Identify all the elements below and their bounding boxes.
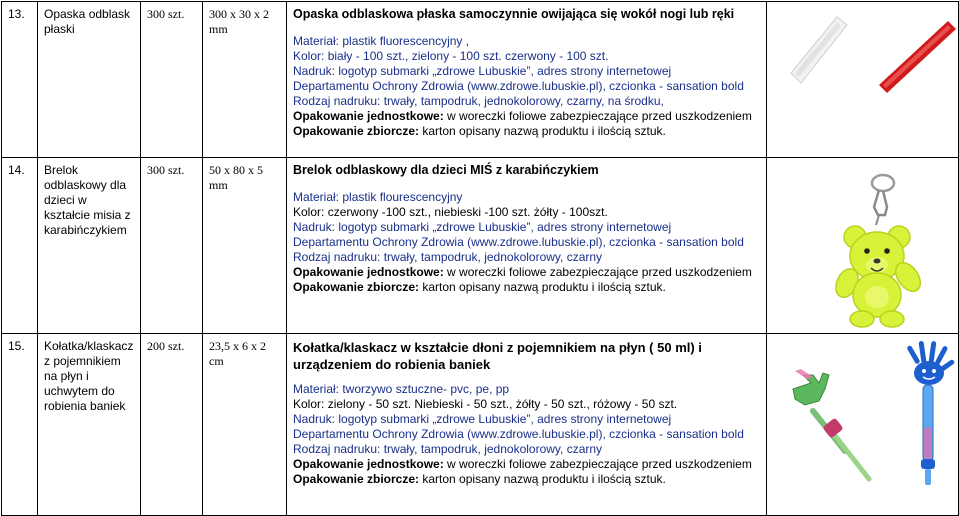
product-name: Opaska odblask płaski [38,2,141,158]
spec-line: Opakowanie zbiorcze: karton opisany nazwą produktu i ilością sztuk. [293,472,666,486]
spec-line: Kolor: biały - 100 szt., zielony - 100 szt. czerwony - 100 szt. [293,49,609,63]
spec-line: Materiał: plastik fluorescencyjny , [293,34,470,48]
row-number: 15. [2,334,38,516]
spec-line: Opakowanie jednostkowe: w woreczki foliowe zabezpieczające przed uszkodzeniem [293,457,752,471]
hand-clapper-blue-image [906,341,955,485]
spec-line: Kolor: zielony - 50 szt. Niebieski - 50 szt., żółty - 50 szt., różowy - 50 szt. [293,397,678,411]
spec-line: Rodzaj nadruku: trwały, tampodruk, jednokolorowy, czarny [293,250,603,264]
product-spec-table [1,1,959,516]
product-description [287,158,767,334]
product-quantity: 300 szt. [141,2,203,158]
product-dimensions: 50 x 80 x 5 mm [203,158,287,334]
spec-line: Rodzaj nadruku: trwały, tampodruk, jednokolorowy, czarny, na środku, [293,94,664,108]
spec-line: Opakowanie jednostkowe: w woreczki foliowe zabezpieczające przed uszkodzeniem [293,109,752,123]
row-number: 14. [2,158,38,334]
spec-line: Opakowanie jednostkowe: w woreczki foliowe zabezpieczające przed uszkodzeniem [293,265,752,279]
spec-line: Departamentu Ochrony Zdrowia (www.zdrowe.lubuskie.pl), czcionka - sansation bold [293,427,744,441]
product-description [287,2,767,158]
row-number: 13. [2,2,38,158]
bear-keychain-image [832,175,926,327]
spec-line: Opakowanie zbiorcze: karton opisany nazwą produktu i ilością sztuk. [293,124,666,138]
table-row [2,2,959,158]
product-dimensions: 23,5 x 6 x 2 cm [203,334,287,516]
spec-line: Materiał: tworzywo sztuczne- pvc, pe, pp [293,382,510,396]
product-name: Kołatka/klaskacz z pojemnikiem na płyn i uchwytem do robienia baniek [38,334,141,516]
hand-clapper-green-image [791,369,869,479]
product-dimensions: 300 x 30 x 2 mm [203,2,287,158]
spec-line: Rodzaj nadruku: trwały, tampodruk, jednokolorowy, czarny [293,442,603,456]
spec-line: Nadruk: logotyp submarki „zdrowe Lubuskie”, adres strony internetowej [293,412,672,426]
product-title: Kołatka/klaskacz w kształcie dłoni z pojemnikiem na płyn ( 50 ml) i urządzeniem do robienia baniek [293,340,702,372]
spec-line: Kolor: czerwony -100 szt., niebieski -100 szt. żółty - 100szt. [293,205,608,219]
spec-line: Opakowanie zbiorcze: karton opisany nazwą produktu i ilością sztuk. [293,280,666,294]
table-row [2,334,959,516]
reflective-band-red-image [879,21,956,93]
table-row [2,158,959,334]
product-image-cell [767,334,959,516]
product-title: Brelok odblaskowy dla dzieci MIŚ z karabińczykiem [293,163,599,177]
spec-line: Nadruk: logotyp submarki „zdrowe Lubuskie”, adres strony internetowej [293,220,672,234]
spec-line: Nadruk: logotyp submarki „zdrowe Lubuskie”, adres strony internetowej [293,64,672,78]
product-name: Brelok odblaskowy dla dzieci w kształcie misia z karabińczykiem [38,158,141,334]
product-quantity: 200 szt. [141,334,203,516]
product-description [287,334,767,516]
product-image-cell [767,158,959,334]
spec-line: Departamentu Ochrony Zdrowia (www.zdrowe.lubuskie.pl), czcionka - sansation bold [293,235,744,249]
product-quantity: 300 szt. [141,158,203,334]
product-image-cell [767,2,959,158]
spec-line: Departamentu Ochrony Zdrowia (www.zdrowe.lubuskie.pl), czcionka - sansation bold [293,79,744,93]
reflective-band-white-image [791,17,847,83]
product-title: Opaska odblaskowa płaska samoczynnie owijająca się wokół nogi lub ręki [293,7,735,21]
spec-line: Materiał: plastik flourescencyjny [293,190,463,204]
